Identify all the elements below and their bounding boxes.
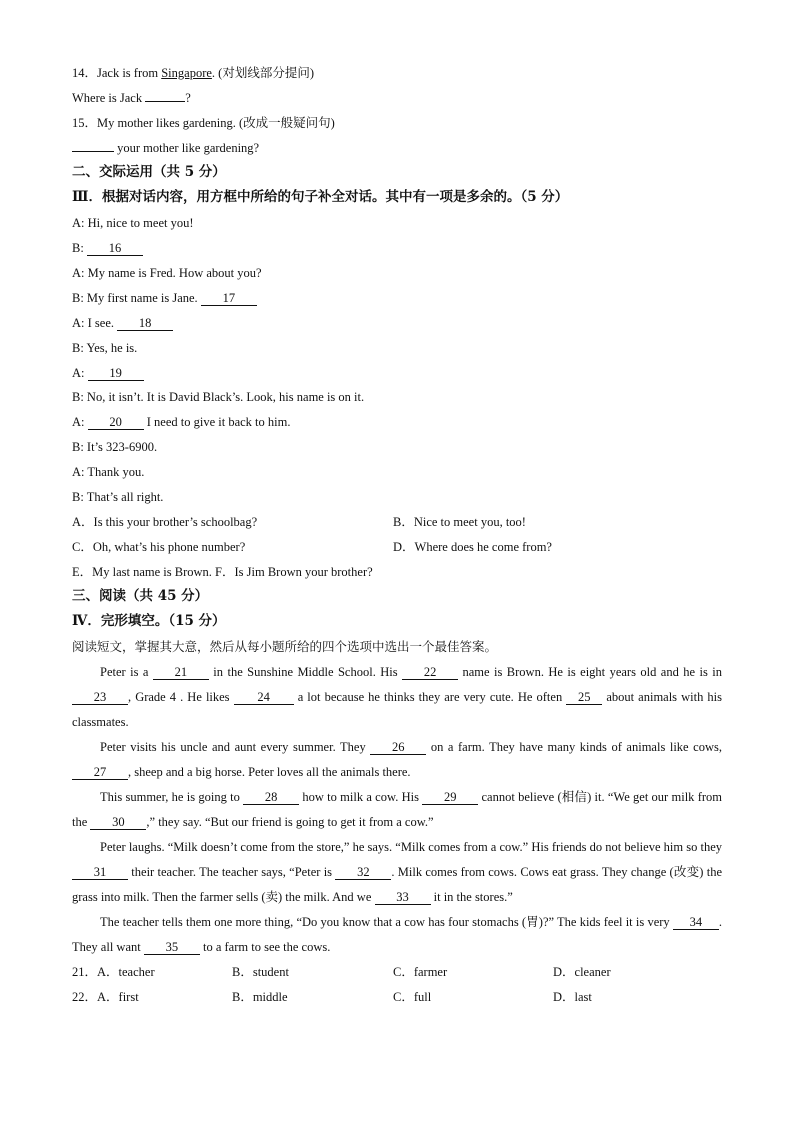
dialog-text: B: No, it isn’t. It is David Black’s. Look, his name is on it. <box>72 390 365 404</box>
dialog-text: A: <box>72 415 88 429</box>
question-21-option-d[interactable]: D．cleaner <box>553 965 611 979</box>
dialog-line <box>72 413 722 431</box>
underlined-word: Singapore <box>161 66 212 80</box>
answer-blank[interactable] <box>72 151 114 152</box>
passage-text: ,” they say. “But our friend is going to get it from a cow.” <box>146 815 434 829</box>
cloze-blank-22[interactable]: 22 <box>402 665 458 680</box>
cloze-blank-26[interactable]: 26 <box>370 740 426 755</box>
dialog-text: I need to give it back to him. <box>143 415 291 429</box>
passage-text: to a farm to see the cows. <box>199 940 331 954</box>
question-15-answer <box>72 139 722 157</box>
answer-suffix: your mother like gardening? <box>114 141 260 155</box>
passage-text: . They all want <box>72 915 722 954</box>
dialog-line <box>72 214 722 232</box>
dialog-text: B: Yes, he is. <box>72 341 138 355</box>
passage-text: This summer, he is going to <box>100 790 244 804</box>
option-e-f: E．My last name is Brown. F．Is Jim Brown your brother? <box>72 565 373 579</box>
passage-paragraph-1 <box>72 660 722 735</box>
cloze-blank-35[interactable]: 35 <box>144 940 200 955</box>
dialog-line <box>72 339 722 357</box>
cloze-blank-33[interactable]: 33 <box>375 890 431 905</box>
passage-text: a lot because he thinks they are very cute. He often <box>293 690 567 704</box>
dialog-blank-16[interactable]: 16 <box>87 241 143 256</box>
dialog-text: A: <box>72 366 88 380</box>
cloze-blank-27[interactable]: 27 <box>72 765 128 780</box>
passage-text: Peter visits his uncle and aunt every summer. They <box>100 740 371 754</box>
question-21-option-b[interactable]: B．student <box>232 965 289 979</box>
passage-text: about animals with his classmates. <box>72 690 722 729</box>
section-2-title: 二、交际运用（共 5 分） <box>72 164 226 180</box>
section-3-heading: Ⅲ．根据对话内容，用方框中所给的句子补全对话。其中有一项是多余的。（5 分） <box>72 189 569 205</box>
passage-text: their teacher. The teacher says, “Peter is <box>128 865 336 879</box>
question-15 <box>72 114 722 132</box>
passage-text: it in the stores.” <box>430 890 513 904</box>
dialog-text: A: Thank you. <box>72 465 145 479</box>
dialog-text: A: My name is Fred. How about you? <box>72 266 262 280</box>
cloze-blank-21[interactable]: 21 <box>153 665 209 680</box>
dialog-text: B: It’s 323-6900. <box>72 440 158 454</box>
option-c: C．Oh, what’s his phone number? <box>72 540 246 554</box>
dialog-text: A: I see. <box>72 316 118 330</box>
dialog-line <box>72 488 722 506</box>
passage-text: . Milk comes from cows. Cows eat grass. They change (改变) the grass into milk. Then the farmer sells (卖) the milk. And we <box>72 865 722 904</box>
option-a: A．Is this your brother’s schoolbag? <box>72 515 258 529</box>
cloze-blank-28[interactable]: 28 <box>243 790 299 805</box>
passage-text: how to milk a cow. His <box>299 790 423 804</box>
cloze-blank-24[interactable]: 24 <box>234 690 294 705</box>
dialog-text: A: Hi, nice to meet you! <box>72 216 194 230</box>
passage-paragraph-3 <box>72 785 722 835</box>
dialog-text: B: My first name is Jane. <box>72 291 201 305</box>
question-14 <box>72 64 722 82</box>
dialog-blank-18[interactable]: 18 <box>117 316 173 331</box>
dialog-blank-19[interactable]: 19 <box>88 366 144 381</box>
passage-text: Peter laughs. “Milk doesn’t come from the store,” he says. “Milk comes from a cow.” His friends do not believe him so they <box>100 840 722 854</box>
answer-suffix: ? <box>185 91 191 105</box>
question-22-option-d[interactable]: D．last <box>553 990 592 1004</box>
passage-text: cannot believe (相信) it. “We get our milk from the <box>72 790 722 829</box>
question-22-option-a[interactable]: 22．A．first <box>72 990 139 1004</box>
question-14-instruction: . (对划线部分提问) <box>211 66 314 80</box>
option-b: B．Nice to meet you, too! <box>393 515 526 529</box>
option-d: D．Where does he come from? <box>393 540 552 554</box>
cloze-instruction: 阅读短文，掌握其大意，然后从每小题所给的四个选项中选出一个最佳答案。 <box>72 640 498 654</box>
dialog-line <box>72 289 722 307</box>
passage-text: Peter is a <box>100 665 153 679</box>
answer-blank[interactable] <box>145 101 185 102</box>
dialog-line <box>72 438 722 456</box>
cloze-blank-34[interactable]: 34 <box>673 915 719 930</box>
passage-text: The teacher tells them one more thing, “Do you know that a cow has four stomachs (胃)?” The kids feel it is very <box>100 915 673 929</box>
passage-text: , sheep and a big horse. Peter loves all the animals there. <box>128 765 411 779</box>
passage-paragraph-2 <box>72 735 722 785</box>
cloze-heading: Ⅳ．完形填空。（15 分） <box>72 613 226 629</box>
dialog-line <box>72 264 722 282</box>
dialog-line <box>72 364 722 382</box>
question-22-option-c[interactable]: C．full <box>393 990 432 1004</box>
passage-text: in the Sunshine Middle School. His <box>208 665 403 679</box>
question-14-text: 14．Jack is from <box>72 66 162 80</box>
cloze-blank-32[interactable]: 32 <box>335 865 391 880</box>
passage-text: , Grade 4 . He likes <box>128 690 234 704</box>
cloze-blank-30[interactable]: 30 <box>90 815 146 830</box>
passage-paragraph-5 <box>72 910 722 960</box>
dialog-text: B: That’s all right. <box>72 490 164 504</box>
passage-text: name is Brown. He is eight years old and he is in <box>458 665 723 679</box>
section-reading-title: 三、阅读（共 45 分） <box>72 588 209 604</box>
dialog-line <box>72 463 722 481</box>
question-22-option-b[interactable]: B．middle <box>232 990 288 1004</box>
dialog-blank-17[interactable]: 17 <box>201 291 257 306</box>
cloze-blank-29[interactable]: 29 <box>422 790 478 805</box>
cloze-blank-23[interactable]: 23 <box>72 690 128 705</box>
dialog-blank-20[interactable]: 20 <box>88 415 144 430</box>
answer-prefix: Where is Jack <box>72 91 146 105</box>
dialog-line <box>72 388 722 406</box>
question-14-answer <box>72 89 722 107</box>
dialog-line <box>72 239 722 257</box>
question-15-text: 15．My mother likes gardening. (改成一般疑问句) <box>72 116 335 130</box>
passage-paragraph-4 <box>72 835 722 910</box>
dialog-text: B: <box>72 241 87 255</box>
question-21-option-a[interactable]: 21．A．teacher <box>72 965 155 979</box>
question-21-option-c[interactable]: C．farmer <box>393 965 448 979</box>
passage-text: on a farm. They have many kinds of animals like cows, <box>426 740 722 754</box>
cloze-blank-25[interactable]: 25 <box>566 690 602 705</box>
dialog-line <box>72 314 722 332</box>
cloze-blank-31[interactable]: 31 <box>72 865 128 880</box>
